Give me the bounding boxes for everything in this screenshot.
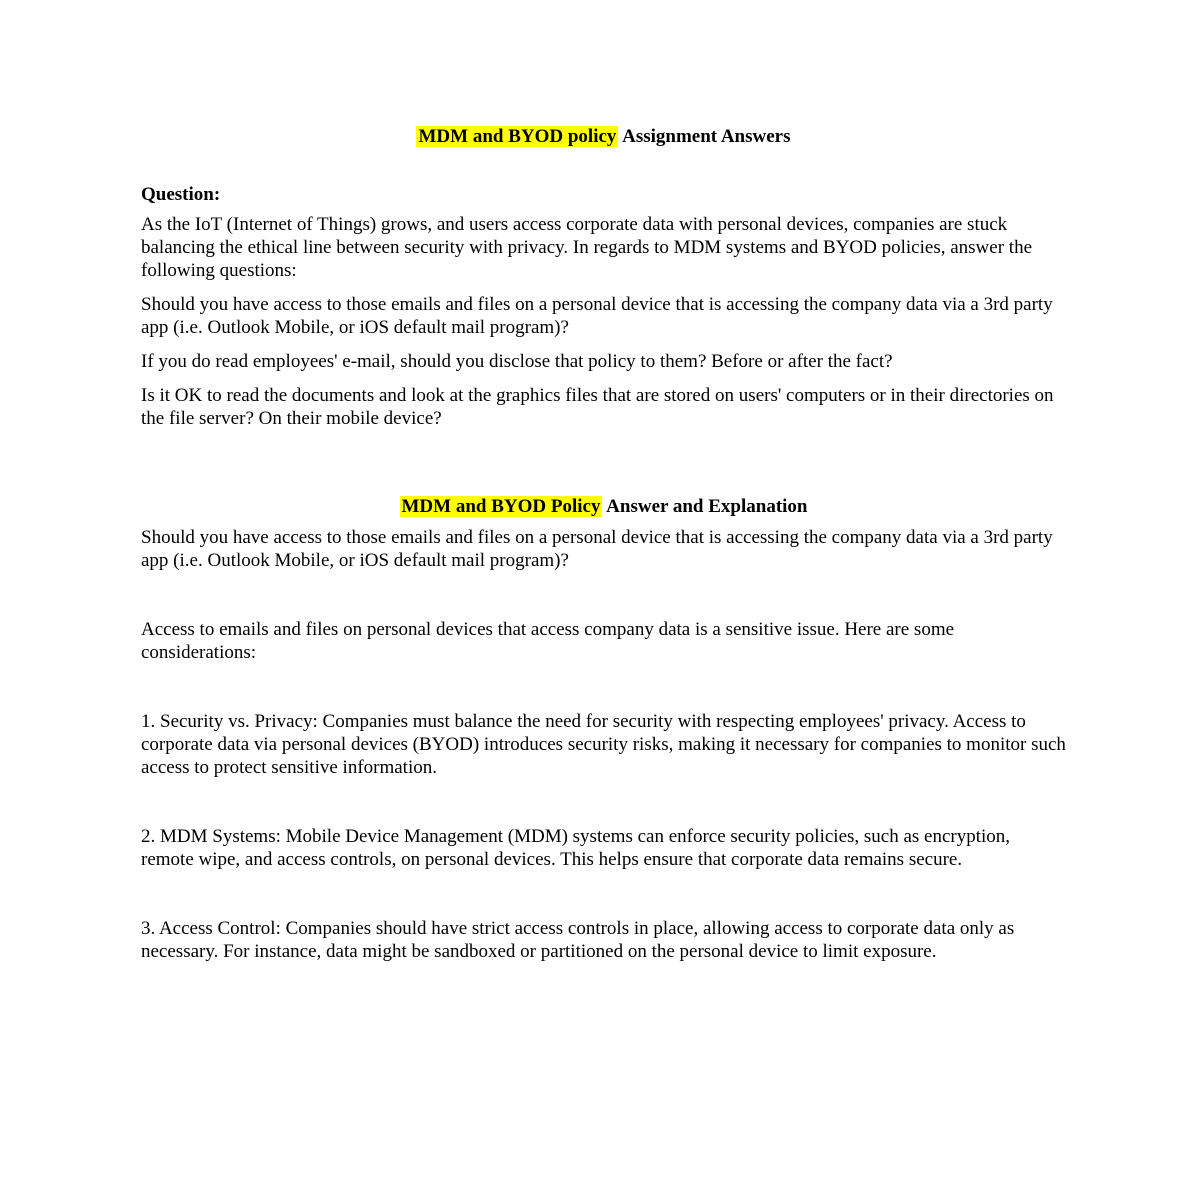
question-label: Question: — [141, 184, 221, 205]
question-paragraph: Is it OK to read the documents and look at the graphics files that are stored on users' computers or in their directories on the file server? On their mobile device? — [141, 385, 1054, 429]
title-highlight: MDM and BYOD policy — [418, 126, 617, 147]
title-rest: Assignment Answers — [622, 126, 791, 147]
answer-paragraph: Should you have access to those emails and files on a personal device that is accessing the company data via a 3rd party app (i.e. Outlook Mobile, or iOS default mail program)? — [141, 527, 1053, 571]
document-body — [141, 125, 1066, 1009]
answer-paragraph: Access to emails and files on personal devices that access company data is a sensitive issue. Here are some considerations: — [141, 619, 955, 663]
question-paragraph: If you do read employees' e-mail, should you disclose that policy to them? Before or after the fact? — [141, 351, 893, 372]
document-title — [141, 125, 1066, 148]
question-intro-paragraph: As the IoT (Internet of Things) grows, and users access corporate data with personal devices, companies are stuck balancing the ethical line between security with privacy. In regards to MDM systems and BYOD policies, answer the following questions: — [141, 214, 1032, 281]
section-title — [141, 495, 1066, 518]
answer-paragraph: 1. Security vs. Privacy: Companies must balance the need for security with respecting employees' privacy. Access to corporate data via personal devices (BYOD) introduces security risks, making it necessary for companies to monitor such access to protect sensitive information. — [141, 711, 1066, 778]
section-title-rest: Answer and Explanation — [606, 496, 808, 517]
answer-paragraph: 2. MDM Systems: Mobile Device Management (MDM) systems can enforce security policies, such as encryption, remote wipe, and access controls, on personal devices. This helps ensure that corporate data remains secure. — [141, 826, 1011, 870]
answer-paragraph: 3. Access Control: Companies should have strict access controls in place, allowing access to corporate data only as necessary. For instance, data might be sandboxed or partitioned on the personal device to limit exposure. — [141, 918, 1015, 962]
section-title-highlight: MDM and BYOD Policy — [401, 496, 601, 517]
question-paragraph: Should you have access to those emails and files on a personal device that is accessing the company data via a 3rd party app (i.e. Outlook Mobile, or iOS default mail program)? — [141, 294, 1053, 338]
